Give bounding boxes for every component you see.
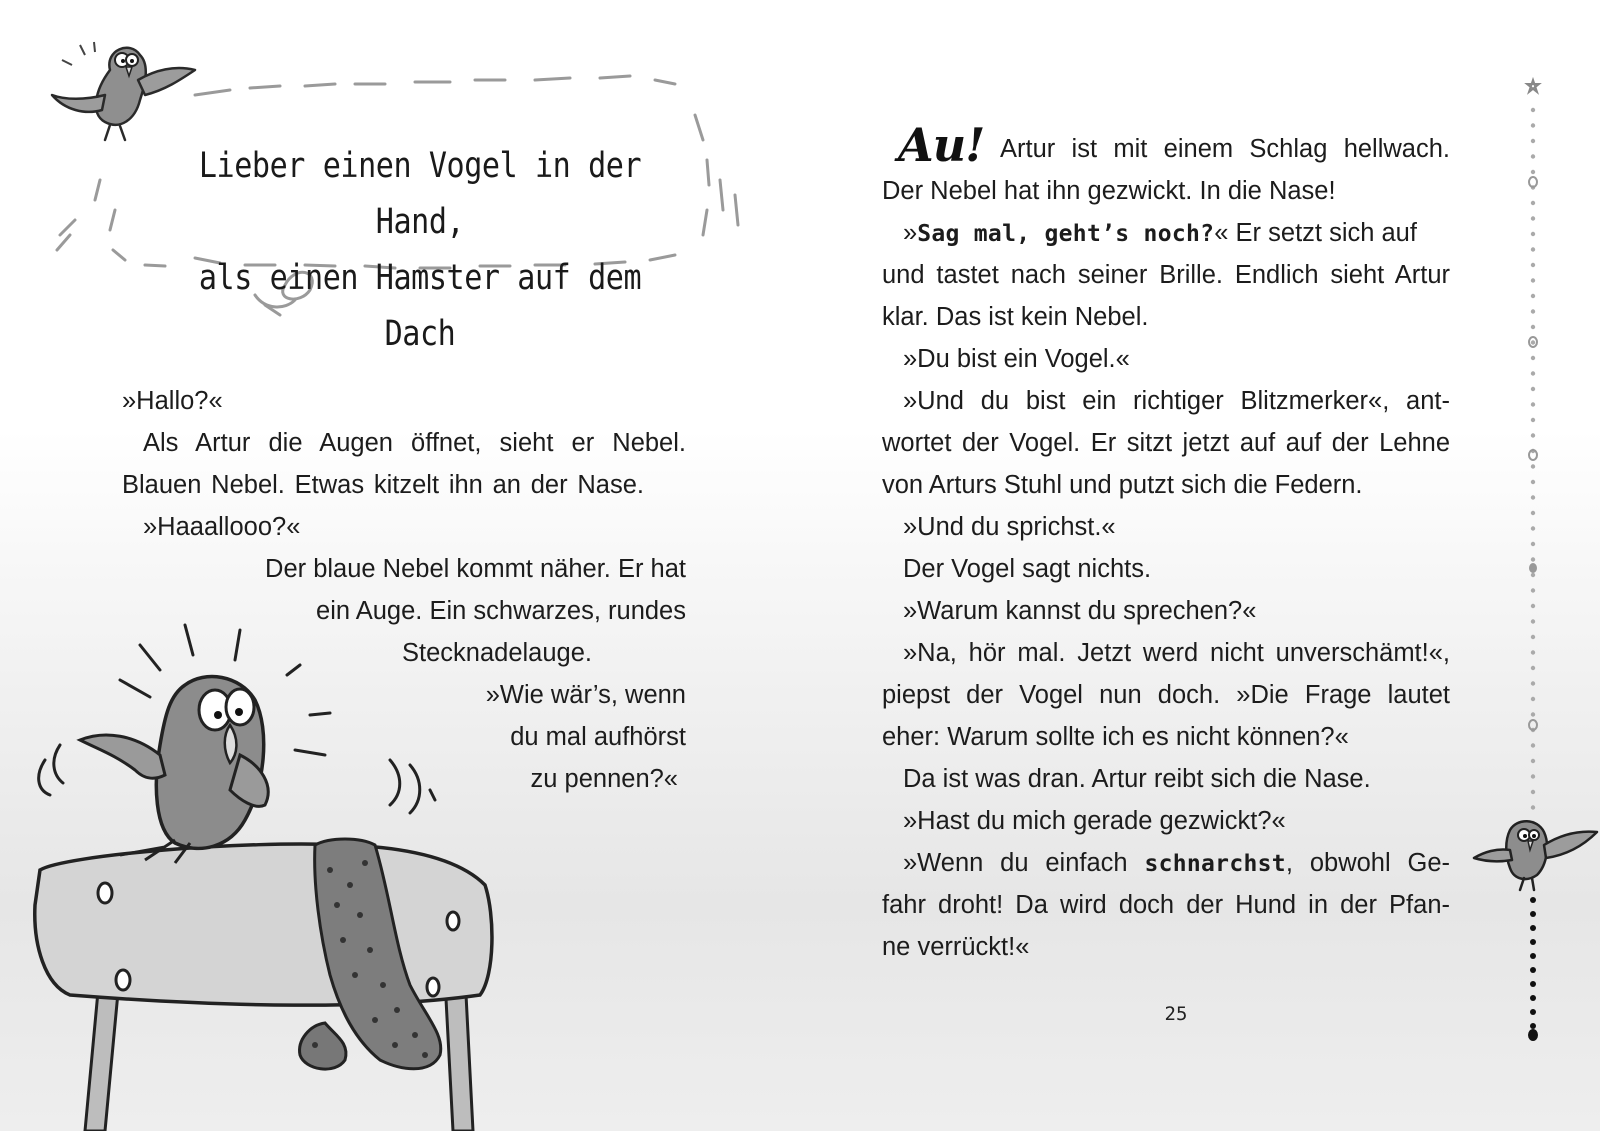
- text-fragment: , obwohl Ge-: [1285, 849, 1450, 877]
- text-line: »Hallo?«: [122, 387, 223, 415]
- bird-on-chair-illustration: [25, 615, 505, 1131]
- au-exclamation: Au!: [898, 118, 985, 172]
- text-line: du mal aufhörst: [510, 723, 686, 751]
- bird-small-icon: [1472, 810, 1600, 900]
- text-line: »Wie wär’s, wenn: [485, 681, 686, 709]
- text-line: »Warum kannst du sprechen?«: [903, 597, 1257, 625]
- chapter-title-line-2: als einen Hamster auf dem Dach: [198, 258, 642, 354]
- text-line: ne verrückt!«: [882, 933, 1030, 961]
- text-line: ein Auge. Ein schwarzes, rundes: [316, 597, 686, 625]
- text-line: und tastet nach seiner Brille. Endlich sieht Artur: [882, 261, 1450, 289]
- text-line: »Hast du mich gerade gezwickt?«: [903, 807, 1286, 835]
- text-line: »Na, hör mal. Jetzt werd nicht unverschämt!«,: [903, 639, 1450, 667]
- text-line: zu pennen?«: [530, 765, 678, 793]
- text-line: eher: Warum sollte ich es nicht können?«: [882, 723, 1349, 751]
- text-line: Der Vogel sagt nichts.: [903, 555, 1152, 583]
- quote-open: »: [903, 219, 918, 247]
- text-line: Stecknadelauge.: [402, 639, 592, 667]
- text-line: »Und du bist ein richtiger Blitzmerker«, ant-: [903, 387, 1450, 415]
- text-fragment: »Wenn du einfach: [903, 849, 1145, 877]
- dotted-line-decoration: [1515, 70, 1555, 1050]
- shout-text: Sag mal, geht’s noch?: [917, 221, 1215, 247]
- text-line: Da ist was dran. Artur reibt sich die Nase.: [903, 765, 1371, 793]
- text-line: »Haaallooo?«: [143, 513, 301, 541]
- text-line: Der blaue Nebel kommt näher. Er hat: [265, 555, 686, 583]
- text-line: »Du bist ein Vogel.«: [903, 345, 1130, 373]
- text-line: klar. Das ist kein Nebel.: [882, 303, 1149, 331]
- text-line: Blauen Nebel. Etwas kitzelt ihn an der Nase.: [122, 471, 644, 499]
- bird-flying-icon: [50, 40, 200, 160]
- text-line: Artur ist mit einem Schlag hellwach.: [1000, 135, 1450, 163]
- text-line: fahr droht! Da wird doch der Hund in der Pfan-: [882, 891, 1450, 919]
- text-line: Der Nebel hat ihn gezwickt. In die Nase!: [882, 177, 1336, 205]
- text-line: von Arturs Stuhl und putzt sich die Federn.: [882, 471, 1363, 499]
- chapter-title-line-1: Lieber einen Vogel in der Hand,: [198, 146, 642, 242]
- text-line: [903, 842, 1450, 886]
- text-line: piepst der Vogel nun doch. »Die Frage lautet: [882, 681, 1450, 709]
- text-fragment: « Er setzt sich auf: [1214, 219, 1417, 247]
- chapter-title: [179, 138, 661, 362]
- text-line: Als Artur die Augen öffnet, sieht er Nebel.: [143, 429, 686, 457]
- shout-text: schnarchst: [1144, 851, 1286, 877]
- text-line: [903, 212, 1417, 256]
- text-line: wortet der Vogel. Er sitzt jetzt auf auf der Lehne: [882, 429, 1450, 457]
- text-line: »Und du sprichst.«: [903, 513, 1116, 541]
- page-number: 25: [1164, 1003, 1188, 1025]
